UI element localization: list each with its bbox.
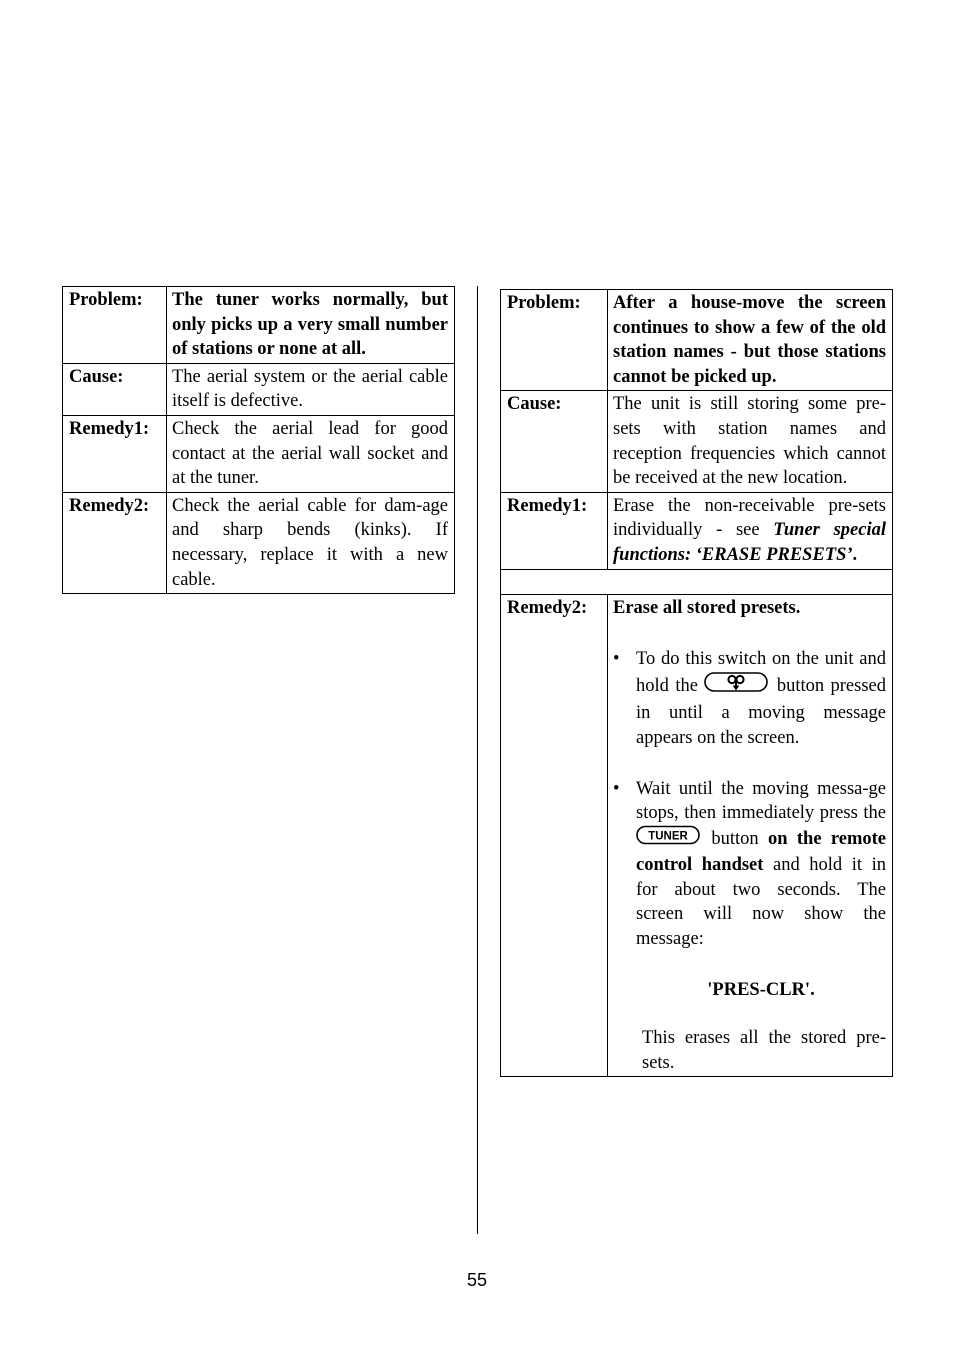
- row-text: Check the aerial lead for good contact at the aerial wall socket and at the tuner.: [167, 415, 455, 492]
- step-2-rest-text: and hold it in for about two seconds. The screen will now show the message:: [636, 855, 886, 950]
- final-note: This erases all the stored pre-sets.: [642, 1028, 886, 1073]
- step-1-text-after: button pressed in until a moving message appears on the screen.: [636, 675, 887, 748]
- table-row: [63, 415, 455, 492]
- remedy1-text: [608, 492, 893, 569]
- table-row: [501, 594, 893, 1077]
- right-troubleshooting-table: [500, 289, 893, 1077]
- row-text: The tuner works normally, but only picks up a very small number of stations or none at all.: [167, 287, 455, 364]
- bullet-icon: •: [613, 649, 620, 670]
- tuner-button-label: TUNER: [648, 830, 688, 843]
- remedy1-label: Remedy1:: [501, 492, 608, 569]
- cause-label: Cause:: [501, 391, 608, 492]
- step-2-text-before: Wait until the moving messa-ge stops, then immediately press the: [636, 778, 886, 824]
- remedy1-text-before: Erase the non-receivable pre-sets individually - see: [613, 495, 886, 541]
- step-1: [613, 647, 886, 750]
- remedy2-content: [608, 594, 893, 1077]
- left-troubleshooting-table: [62, 286, 455, 594]
- spacer-cell: [501, 569, 893, 594]
- step-2: [613, 777, 886, 952]
- table-row: [63, 287, 455, 364]
- bullet-icon: •: [613, 778, 620, 799]
- step-1-text-before: To do this switch on the unit and hold the: [636, 649, 886, 696]
- table-row: [501, 290, 893, 391]
- remedy1-reference: Tuner special functions: ‘ERASE PRESETS’: [613, 520, 886, 565]
- pres-clr-message: 'PRES-CLR'.: [707, 979, 815, 1000]
- row-label: Problem:: [63, 287, 167, 364]
- step-2-bold-text: on the remote control handset: [636, 828, 887, 876]
- page-number: 55: [466, 1270, 488, 1290]
- table-row: [501, 391, 893, 492]
- problem-text: After a house-move the screen continues to show a few of the old station names - but those stations cannot be picked up.: [608, 290, 893, 391]
- spacer-row: [501, 569, 893, 594]
- cause-text: The unit is still storing some pre-sets with station names and reception frequencies which cannot be received at the new location.: [608, 391, 893, 492]
- remedy2-label: Remedy2:: [501, 594, 608, 1077]
- remedy1-text-after: .: [852, 544, 858, 565]
- column-divider: [477, 286, 478, 1234]
- step-2-text-after: button: [711, 828, 759, 849]
- tuner-button-icon: [636, 825, 702, 853]
- table-row: [63, 492, 455, 593]
- row-label: Cause:: [63, 363, 167, 415]
- table-row: [501, 492, 893, 569]
- row-text: The aerial system or the aerial cable itself is defective.: [167, 363, 455, 415]
- row-label: Remedy1:: [63, 415, 167, 492]
- row-text: Check the aerial cable for dam-age and sharp bends (kinks). If necessary, replace it with a new cable.: [167, 492, 455, 593]
- speaker-button-icon: [704, 671, 770, 701]
- problem-label: Problem:: [501, 290, 608, 391]
- table-row: [63, 363, 455, 415]
- remedy2-heading: Erase all stored presets.: [613, 597, 801, 618]
- row-label: Remedy2:: [63, 492, 167, 593]
